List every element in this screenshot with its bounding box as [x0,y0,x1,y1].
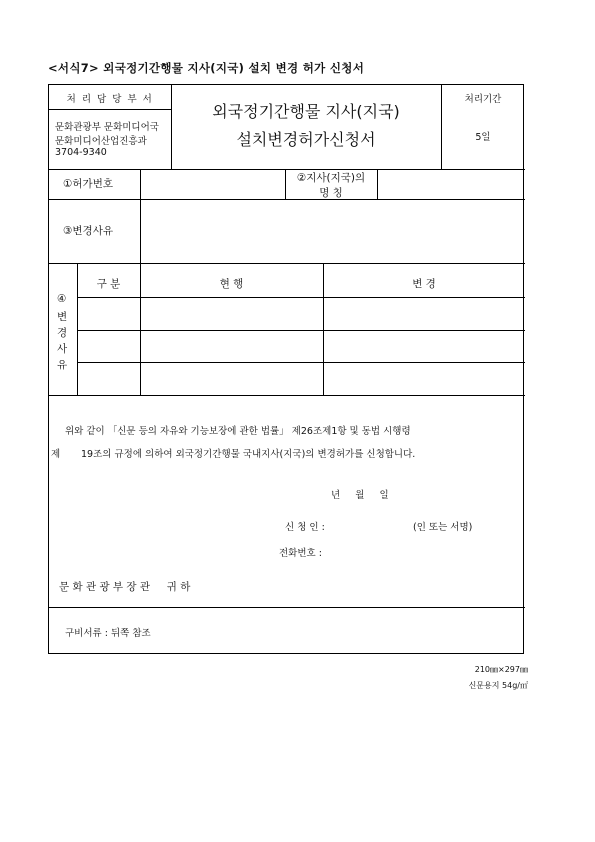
recipient: 문 화 관 광 부 장 관 귀 하 [59,581,191,593]
change-side-char-2: 변 [57,311,68,323]
date-line: 년 월 일 [331,490,389,501]
paper-size: 210㎜×297㎜ [474,665,528,674]
sign-note: (인 또는 서명) [413,522,473,533]
change-side-char-1: ④ [57,293,67,305]
form-frame [48,84,524,654]
dept-line-2: 문화미디어산업진흥과 [55,136,147,147]
table-cell-change-1[interactable] [324,298,524,329]
table-cell-category-1[interactable] [78,298,139,329]
table-cell-current-1[interactable] [141,298,322,329]
dept-line-1: 문화관광부 문화미디어국 [55,122,159,133]
table-cell-change-3[interactable] [324,363,524,394]
change-side-char-4: 사 [57,343,68,355]
change-reason-label: ③변경사유 [63,225,113,237]
form-title: <서식7> 외국정기간행물 지사(지국) 설치 변경 허가 신청서 [48,61,365,75]
branch-name-label-2: 명 칭 [319,187,343,199]
table-cell-current-3[interactable] [141,363,322,394]
statement-line-2-prefix: 제 [51,449,61,460]
dept-line-3: 3704-9340 [55,147,107,158]
form-main-title-2: 설치변경허가신청서 [236,130,376,149]
table-cell-category-3[interactable] [78,363,139,394]
col-header-category: 구 분 [96,278,121,290]
permit-no-field[interactable] [141,170,284,198]
phone-field[interactable] [341,541,461,559]
table-cell-category-2[interactable] [78,331,139,361]
statement-line-2: 19조의 규정에 의하여 외국정기간행물 국내지사(지국)의 변경허가를 신청합니다. [81,449,416,460]
col-header-current: 현 행 [219,278,244,290]
applicant-label: 신 청 인 : [285,522,325,533]
dept-label-underline [49,109,171,110]
attachments-note: 구비서류 : 뒤쪽 참조 [65,628,151,639]
branch-name-field[interactable] [378,170,524,198]
table-cell-change-2[interactable] [324,331,524,361]
period-label: 처리기간 [464,94,502,105]
period-value: 5일 [475,132,491,143]
permit-no-label: ①허가번호 [63,178,113,190]
paper-type: 신문용지 54g/㎡ [468,681,528,690]
dept-label: 처 리 담 당 부 서 [66,94,154,105]
col-header-change: 변 경 [412,278,436,290]
change-side-char-5: 유 [57,359,68,371]
change-reason-field[interactable] [141,200,524,262]
statement-line-1: 위와 같이 「신문 등의 자유와 기능보장에 관한 법률」 제26조제1항 및 동법 시행령 [65,426,411,437]
phone-label: 전화번호 : [279,548,322,559]
table-cell-current-2[interactable] [141,331,322,361]
branch-name-label-1: ②지사(지국)의 [296,172,366,184]
change-side-char-3: 경 [57,327,68,339]
applicant-name-field[interactable] [341,515,411,533]
form-main-title-1: 외국정기간행물 지사(지국) [212,102,400,121]
